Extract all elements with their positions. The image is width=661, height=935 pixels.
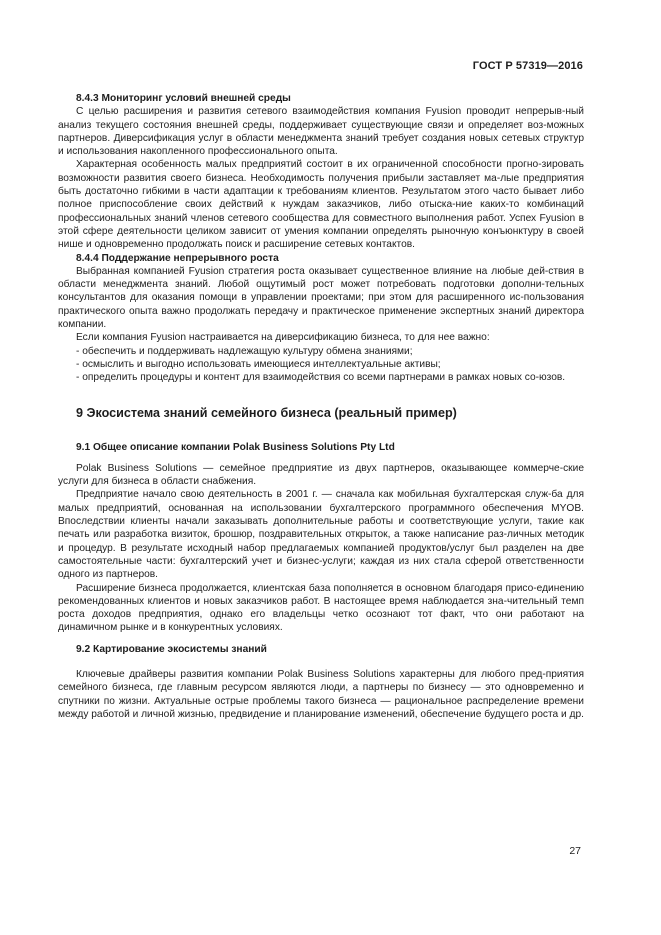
heading-9-1: 9.1 Общее описание компании Polak Business Solutions Pty Ltd: [76, 441, 395, 453]
paragraph: Polak Business Solutions — семейное предприятие из двух партнеров, оказывающее коммерче-ские услуги для бизнеса в области снабжения.: [58, 462, 584, 488]
heading-8-4-4: 8.4.4 Поддержание непрерывного роста: [76, 252, 279, 264]
paragraph: Расширение бизнеса продолжается, клиентская база пополняется в основном благодаря присо-единению рекомендованных клиентов и новых заказчиков работ. В настоящее время наблюдается зна-чительный темп роста доходов предприятия, однако его владельцы четко осознают тот факт, что они работают на динамичном рынке и в конкурентных условиях.: [58, 582, 584, 634]
heading-8-4-3: 8.4.3 Мониторинг условий внешней среды: [76, 93, 291, 104]
page-body: [58, 92, 584, 721]
standard-header: ГОСТ Р 57319—2016: [472, 60, 583, 72]
paragraph: Характерная особенность малых предприятий состоит в их ограниченной способности прогно-зировать возможности развития своего бизнеса. Необходимость получения прибыли заставляет ма-лые предприятия быть достаточно гибкими в части адаптации к требованиям клиентов. Результатом этого часто бывает либо полное приспособление своих действий к нуждам заказчиков, либо отыска-ние каких-то комбинаций профессиональных знаний членов сетевого сообщества для совместного выполнения работ. Успех Fyusion в этой сфере деятельности целиком зависит от умения компании определять рыночную конъюнктуру в своей нише и одновременно продолжать поиск и расширение сетевых контактов.: [58, 159, 584, 251]
list-item: - обеспечить и поддерживать надлежащую культуру обмена знаниями;: [76, 345, 413, 357]
heading-9: 9 Экосистема знаний семейного бизнеса (реальный пример): [76, 405, 457, 420]
paragraph: С целью расширения и развития сетевого взаимодействия компания Fyusion проводит непрерыв-ный анализ текущего состояния внешней среды, поддерживает существующие связи и определяет воз-можных партнеров. Диверсификация услуг в области менеджмента знаний требует создания новых сетевых структур и использования накопленного профессионального опыта.: [58, 106, 584, 158]
paragraph: Ключевые драйверы развития компании Polak Business Solutions характерны для любого пред-приятия семейного бизнеса, где главным ресурсом являются люди, а партнеры по бизнесу — это одновременно и спутники по жизни. Актуальные острые проблемы такого бизнеса — рациональное распределение времени между работой и личной жизнью, предвидение и планирование изменений, обеспечение будущего роста и др.: [58, 668, 584, 720]
heading-9-2: 9.2 Картирование экосистемы знаний: [76, 643, 267, 655]
page-number: 27: [569, 845, 581, 857]
paragraph: Выбранная компанией Fyusion стратегия роста оказывает существенное влияние на любые дей-ствия в области менеджмента знаний. Любой ощутимый рост может потребовать подготовки дополни-тельных консультантов для оказания помощи в управлении проектами; при этом для расширенного ис-пользования практического опыта важно продолжать передачу и практическое применение экспертных знаний директора компании.: [58, 265, 584, 331]
list-item: - определить процедуры и контент для взаимодействия со всеми партнерами в рамках новых со-юзов.: [76, 372, 566, 384]
list-item: - осмыслить и выгодно использовать имеющиеся интеллектуальные активы;: [76, 358, 441, 370]
paragraph: Предприятие начало свою деятельность в 2001 г. — сначала как мобильная бухгалтерская служ-ба для малых предприятий, основанная на использовании бухгалтерского программного обеспечения MYOB. Впоследствии клиенты начали заказывать дополнительные работы и соответствующие услуги, такие как печать или разработка визиток, брошюр, поздравительных открыток, а также написание раз-личных методик и процедур. В результате исходный набор предлагаемых компанией продуктов/услуг был разделен на две самостоятельные части: бухгалтерский учет и бизнес-услуги; каждая из них стала сферой ответственности одного из партнеров.: [58, 489, 584, 581]
paragraph: Если компания Fyusion настраивается на диверсификацию бизнеса, то для нее важно:: [76, 332, 490, 344]
